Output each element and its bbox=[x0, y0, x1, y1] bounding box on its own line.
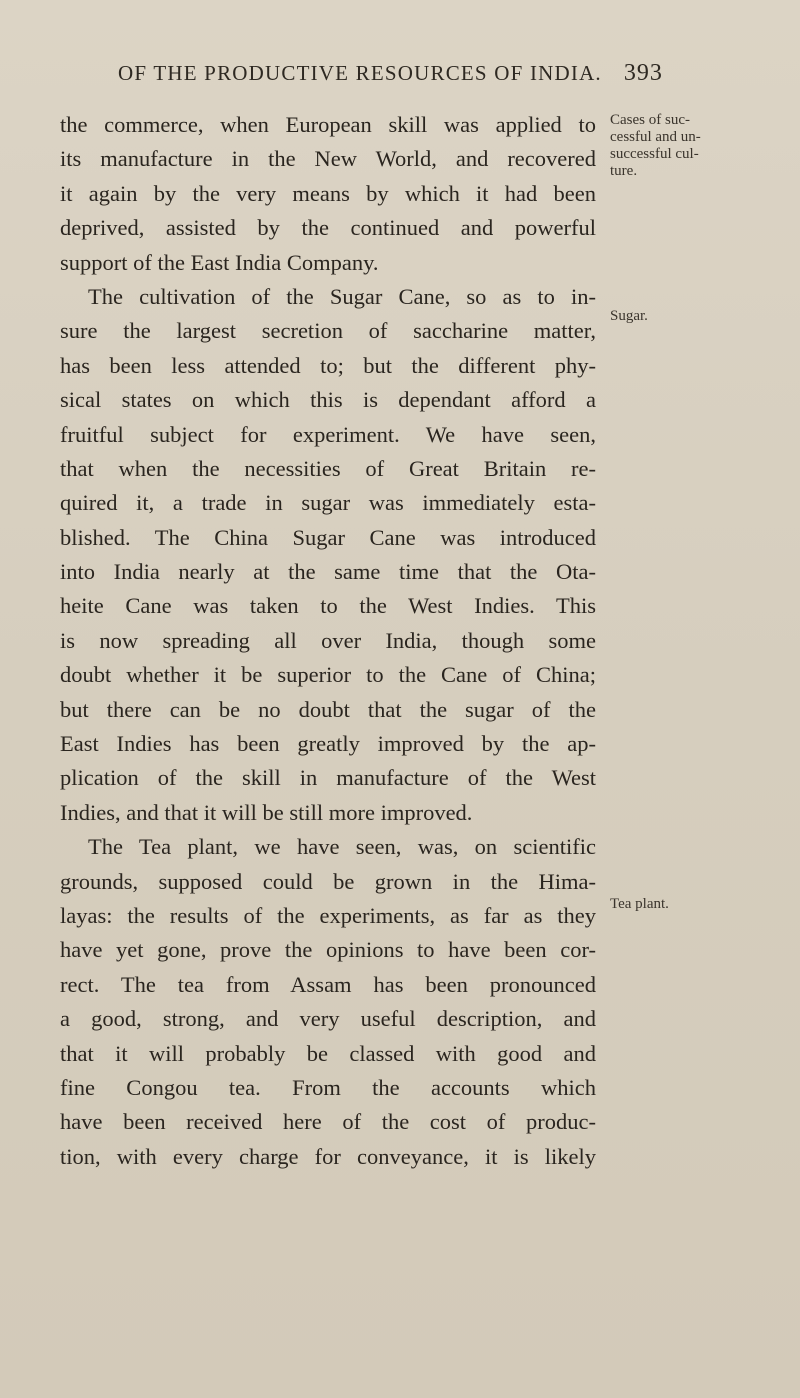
text-line: that when the necessities of Great Britain re- bbox=[60, 455, 596, 481]
text-line: tion, with every charge for conveyance, it is likely bbox=[60, 1143, 596, 1169]
text-line: have yet gone, prove the opinions to have been cor- bbox=[60, 937, 596, 963]
text-line: rect. The tea from Assam has been pronounced bbox=[60, 971, 596, 997]
text-line: into India nearly at the same time that the Ota- bbox=[60, 559, 596, 585]
text-line: blished. The China Sugar Cane was introduced bbox=[60, 524, 596, 550]
note-line: ture. bbox=[610, 163, 638, 179]
marginal-note-cases bbox=[610, 112, 770, 180]
paragraph-3 bbox=[60, 830, 596, 1174]
running-header bbox=[118, 60, 663, 87]
text-line: heite Cane was taken to the West Indies. This bbox=[60, 593, 596, 619]
text-line: layas: the results of the experiments, as far as they bbox=[60, 902, 596, 928]
main-text bbox=[60, 108, 596, 1174]
text-line: fine Congou tea. From the accounts which bbox=[60, 1074, 596, 1100]
text-line: deprived, assisted by the continued and powerful bbox=[60, 215, 596, 241]
text-line: that it will probably be classed with good and bbox=[60, 1040, 596, 1066]
text-line: is now spreading all over India, though some bbox=[60, 627, 596, 653]
text-line: fruitful subject for experiment. We have seen, bbox=[60, 421, 596, 447]
text-line: The cultivation of the Sugar Cane, so as to in- bbox=[88, 283, 596, 309]
text-line: doubt whether it be superior to the Cane of China; bbox=[60, 662, 596, 688]
text-line: grounds, supposed could be grown in the Hima- bbox=[60, 868, 596, 894]
paragraph-1 bbox=[60, 108, 596, 280]
text-line: sical states on which this is dependant afford a bbox=[60, 387, 596, 413]
text-line: quired it, a trade in sugar was immediately esta- bbox=[60, 490, 596, 516]
text-line: have been received here of the cost of produc- bbox=[60, 1109, 596, 1135]
text-line: Indies, and that it will be still more improved. bbox=[60, 799, 473, 825]
text-line: support of the East India Company. bbox=[60, 249, 379, 275]
paragraph-2 bbox=[60, 280, 596, 830]
text-line: has been less attended to; but the different phy- bbox=[60, 352, 596, 378]
running-title: OF THE PRODUCTIVE RESOURCES OF INDIA. bbox=[118, 61, 602, 85]
text-line: The Tea plant, we have seen, was, on scientific bbox=[88, 834, 596, 860]
text-line: plication of the skill in manufacture of the West bbox=[60, 765, 596, 791]
text-line: East Indies has been greatly improved by the ap- bbox=[60, 731, 596, 757]
text-line: the commerce, when European skill was applied to bbox=[60, 112, 596, 137]
text-line: its manufacture in the New World, and recovered bbox=[60, 146, 596, 172]
text-line: sure the largest secretion of saccharine matter, bbox=[60, 318, 596, 344]
marginal-note-tea bbox=[610, 896, 770, 913]
page-number: 393 bbox=[623, 60, 663, 86]
text-line: it again by the very means by which it had been bbox=[60, 180, 596, 206]
text-line: a good, strong, and very useful description, and bbox=[60, 1006, 596, 1032]
note-line: Sugar. bbox=[610, 308, 648, 324]
marginal-note-sugar bbox=[610, 308, 770, 325]
text-line: but there can be no doubt that the sugar of the bbox=[60, 696, 596, 722]
note-line: Tea plant. bbox=[610, 896, 669, 912]
note-line: cessful and un- bbox=[610, 129, 701, 145]
note-line: successful cul- bbox=[610, 146, 699, 162]
note-line: Cases of suc- bbox=[610, 112, 690, 128]
